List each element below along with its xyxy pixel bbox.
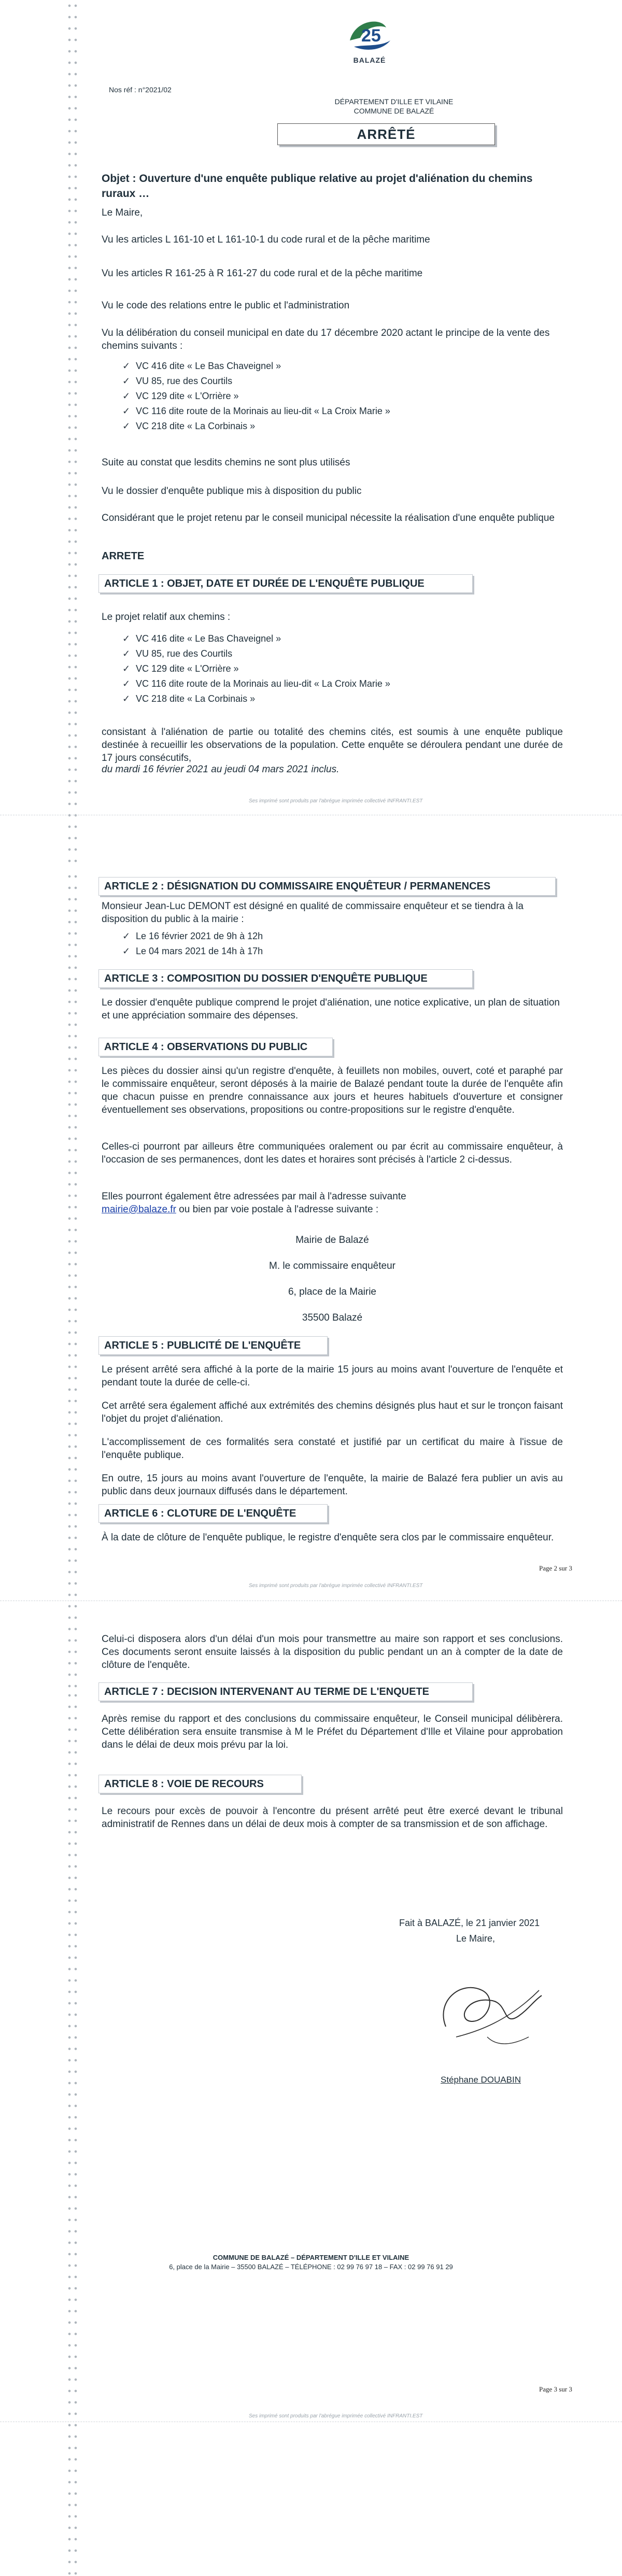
article-7-title: ARTICLE 7 : DECISION INTERVENANT AU TERME DE L'ENQUETE	[104, 1686, 430, 1697]
list-item: ✓ VC 218 dite « La Corbinais »	[118, 419, 533, 434]
list-item: ✓ VU 85, rue des Courtils	[118, 374, 533, 389]
list-item: ✓ VC 129 dite « L'Orrière »	[118, 661, 533, 676]
list-item: ✓ VC 129 dite « L'Orrière »	[118, 389, 533, 404]
article-4-paragraph-2: Celles-ci pourront par ailleurs être communiquées oralement ou par écrit au commissaire enquêteur, à l'occasion de ses permanences, dont les dates et horaires sont précisés à l'article 2 ci-dessus.	[102, 1141, 563, 1165]
article-5-title: ARTICLE 5 : PUBLICITÉ DE L'ENQUÊTE	[104, 1340, 301, 1351]
article-4-heading	[98, 1038, 333, 1056]
signature-role: Le Maire,	[456, 1933, 496, 1944]
article-6-title: ARTICLE 6 : CLOTURE DE L'ENQUÊTE	[104, 1508, 296, 1519]
print-note: Ses imprimé sont produits par l'abrégue imprimée collectivé INFRANTI.EST	[249, 1583, 423, 1589]
chemins-list-article-1	[118, 631, 533, 706]
article-5-paragraph-2: Cet arrêté sera également affiché aux extrémités des chemins désignés plus haut et sur le tronçon faisant l'objet du projet d'aliénation.	[102, 1400, 563, 1424]
binder-holes	[66, 1690, 79, 2576]
article-1-intro: Le projet relatif aux chemins :	[102, 612, 231, 622]
signature-place-date: Fait à BALAZÉ, le 21 janvier 2021	[399, 1918, 540, 1928]
article-4-mail-text: Elles pourront également être adressées par mail à l'adresse suivante	[102, 1191, 406, 1202]
article-3-body: Le dossier d'enquête publique comprend le projet d'aliénation, une notice explicative, un plan de situation et une appréciation sommaire des dépenses.	[102, 997, 560, 1021]
article-7-heading	[98, 1682, 473, 1701]
svg-text:25: 25	[361, 26, 381, 46]
article-4-paragraph-3	[102, 1190, 563, 1216]
article-5-paragraph-1: Le présent arrêté sera affiché à la porte de la mairie 15 jours au moins avant l'ouverture de l'enquête et pendant toute la durée de celle-ci.	[102, 1364, 563, 1388]
reference-number: Nos réf : n°2021/02	[109, 86, 172, 94]
article-7-body: Après remise du rapport et des conclusions du commissaire enquêteur, le Conseil municipal délibèrera. Cette délibération sera ensuite transmise à M le Préfet du Département d'Ille et Vilaine pour approbation dans le délai de deux mois prévu par la loi.	[102, 1714, 563, 1750]
chemins-list-preamble	[118, 359, 533, 434]
considerant-line: Considérant que le projet retenu par le conseil municipal nécessite la réalisation d'une enquête publique	[102, 513, 555, 523]
commune-name: COMMUNE DE BALAZÉ	[354, 107, 434, 115]
article-2-body: Monsieur Jean-Luc DEMONT est désigné en qualité de commissaire enquêteur et se tiendra à la disposition du public à la mairie :	[102, 901, 524, 925]
article-5-heading	[98, 1336, 328, 1355]
address-line-3: 6, place de la Mairie	[288, 1286, 377, 1297]
email-link[interactable]: mairie@balaze.fr	[102, 1204, 176, 1215]
signatory-name: Stéphane DOUABIN	[441, 2075, 521, 2085]
address-line-1: Mairie de Balazé	[295, 1235, 369, 1245]
article-4-postal-text: ou bien par voie postale à l'adresse suivante :	[176, 1204, 379, 1215]
address-line-4: 35500 Balazé	[302, 1312, 363, 1323]
article-6-paragraph-2: Celui-ci disposera alors d'un délai d'un mois pour transmettre au maire son rapport et ses conclusions. Ces documents seront ensuite laissés à la disposition du public pendant un an à compter de la date de clôture de l'enquête.	[102, 1634, 563, 1671]
vu-articles-l: Vu les articles L 161-10 et L 161-10-1 du code rural et de la pêche maritime	[102, 234, 430, 245]
logo-label: BALAZÉ	[353, 56, 386, 64]
le-maire: Le Maire,	[102, 207, 143, 218]
article-2-title: ARTICLE 2 : DÉSIGNATION DU COMMISSAIRE ENQUÊTEUR / PERMANENCES	[104, 881, 491, 892]
vu-deliberation: Vu la délibération du conseil municipal en date du 17 décembre 2020 actant le principe de la vente des chemins suivants :	[102, 328, 550, 351]
department-name: DÉPARTEMENT D'ILLE ET VILAINE	[334, 97, 454, 106]
article-8-title: ARTICLE 8 : VOIE DE RECOURS	[104, 1778, 264, 1790]
list-item: ✓ VC 218 dite « La Corbinais »	[118, 691, 533, 706]
article-5-paragraph-3: L'accomplissement de ces formalités sera constaté et justifié par un certificat du maire à l'issue de l'enquête publique.	[102, 1437, 563, 1461]
binder-holes	[66, 0, 79, 871]
document-title: ARRÊTÉ	[357, 126, 416, 142]
list-item: ✓ VU 85, rue des Courtils	[118, 646, 533, 661]
page-number: Page 3 sur 3	[539, 2385, 572, 2393]
article-6-paragraph-1: À la date de clôture de l'enquête publique, le registre d'enquête sera clos par le commissaire enquêteur.	[102, 1532, 554, 1543]
print-note: Ses imprimé sont produits par l'abrégue imprimée collectivé INFRANTI.EST	[249, 798, 423, 804]
balaze-logo	[345, 15, 394, 56]
handwritten-signature	[425, 1959, 549, 2058]
list-item: ✓ Le 04 mars 2021 de 14h à 17h	[118, 944, 481, 959]
constat-line: Suite au constat que lesdits chemins ne sont plus utilisés	[102, 457, 350, 468]
list-item: ✓ VC 416 dite « Le Bas Chaveignel »	[118, 359, 533, 374]
footer-commune: COMMUNE DE BALAZÉ – DÉPARTEMENT D'ILLE ET VILAINE	[213, 2254, 409, 2261]
print-note: Ses imprimé sont produits par l'abrégue imprimée collectivé INFRANTI.EST	[249, 2413, 423, 2419]
list-item: ✓ VC 416 dite « Le Bas Chaveignel »	[118, 631, 533, 646]
vu-code-relations: Vu le code des relations entre le public et l'administration	[102, 300, 350, 311]
article-1-dates: du mardi 16 février 2021 au jeudi 04 mars 2021 inclus.	[102, 764, 340, 775]
title-box	[277, 123, 495, 145]
article-3-heading	[98, 969, 473, 988]
list-item: ✓ Le 16 février 2021 de 9h à 12h	[118, 929, 481, 944]
vu-dossier: Vu le dossier d'enquête publique mis à disposition du public	[102, 486, 362, 497]
article-6-heading	[98, 1504, 328, 1523]
list-item: ✓ VC 116 dite route de la Morinais au lieu-dit « La Croix Marie »	[118, 404, 533, 419]
article-4-title: ARTICLE 4 : OBSERVATIONS DU PUBLIC	[104, 1041, 308, 1053]
address-line-2: M. le commissaire enquêteur	[269, 1261, 395, 1271]
list-item: ✓ VC 116 dite route de la Morinais au lieu-dit « La Croix Marie »	[118, 676, 533, 691]
page-3	[0, 1634, 622, 2576]
article-5-paragraph-4: En outre, 15 jours au moins avant l'ouverture de l'enquête, la mairie de Balazé fera publier un avis au public dans deux journaux diffusés dans le département.	[102, 1473, 563, 1497]
article-3-title: ARTICLE 3 : COMPOSITION DU DOSSIER D'ENQUÊTE PUBLIQUE	[104, 973, 428, 984]
object-line: Objet : Ouverture d'une enquête publique relative au projet d'aliénation du chemins ruraux …	[102, 173, 533, 200]
article-1-heading	[98, 574, 473, 593]
permanences-list	[118, 929, 481, 959]
page-number: Page 2 sur 3	[539, 1564, 572, 1572]
arrete-label: ARRETE	[102, 550, 145, 562]
article-1-title: ARTICLE 1 : OBJET, DATE ET DURÉE DE L'ENQUÊTE PUBLIQUE	[104, 578, 425, 589]
article-8-heading	[98, 1775, 302, 1793]
binder-holes	[66, 871, 79, 1690]
vu-articles-r: Vu les articles R 161-25 à R 161-27 du code rural et de la pêche maritime	[102, 268, 423, 279]
article-4-paragraph-1: Les pièces du dossier ainsi qu'un registre d'enquête, à feuillets non mobiles, ouvert, coté et paraphé par le commissaire enquêteur, seront déposés à la mairie de Balazé pendant toute la durée de l'enquête afin que chacun puisse en prendre connaissance aux jours et heures habituels d'ouverture et consigner éventuellement ses observations, propositions ou contre-propositions sur le registre d'enquête.	[102, 1066, 563, 1115]
page-2	[0, 871, 622, 1690]
article-8-body: Le recours pour excès de pouvoir à l'encontre du présent arrêté peut être exercé devant le tribunal administratif de Rennes dans un délai de deux mois à compter de sa transmission et de son affichage.	[102, 1806, 563, 1830]
page-1	[0, 0, 622, 871]
article-1-body: consistant à l'aliénation de partie ou totalité des chemins cités, est soumis à une enquête publique destinée à recueillir les observations de la population. Cette enquête se déroulera pendant une durée de 17 jours consécutifs,	[102, 727, 563, 763]
article-2-heading	[98, 877, 556, 896]
footer-contact: 6, place de la Mairie – 35500 BALAZÉ – TÉLÉPHONE : 02 99 76 97 18 – FAX : 02 99 76 91 29	[169, 2263, 453, 2271]
